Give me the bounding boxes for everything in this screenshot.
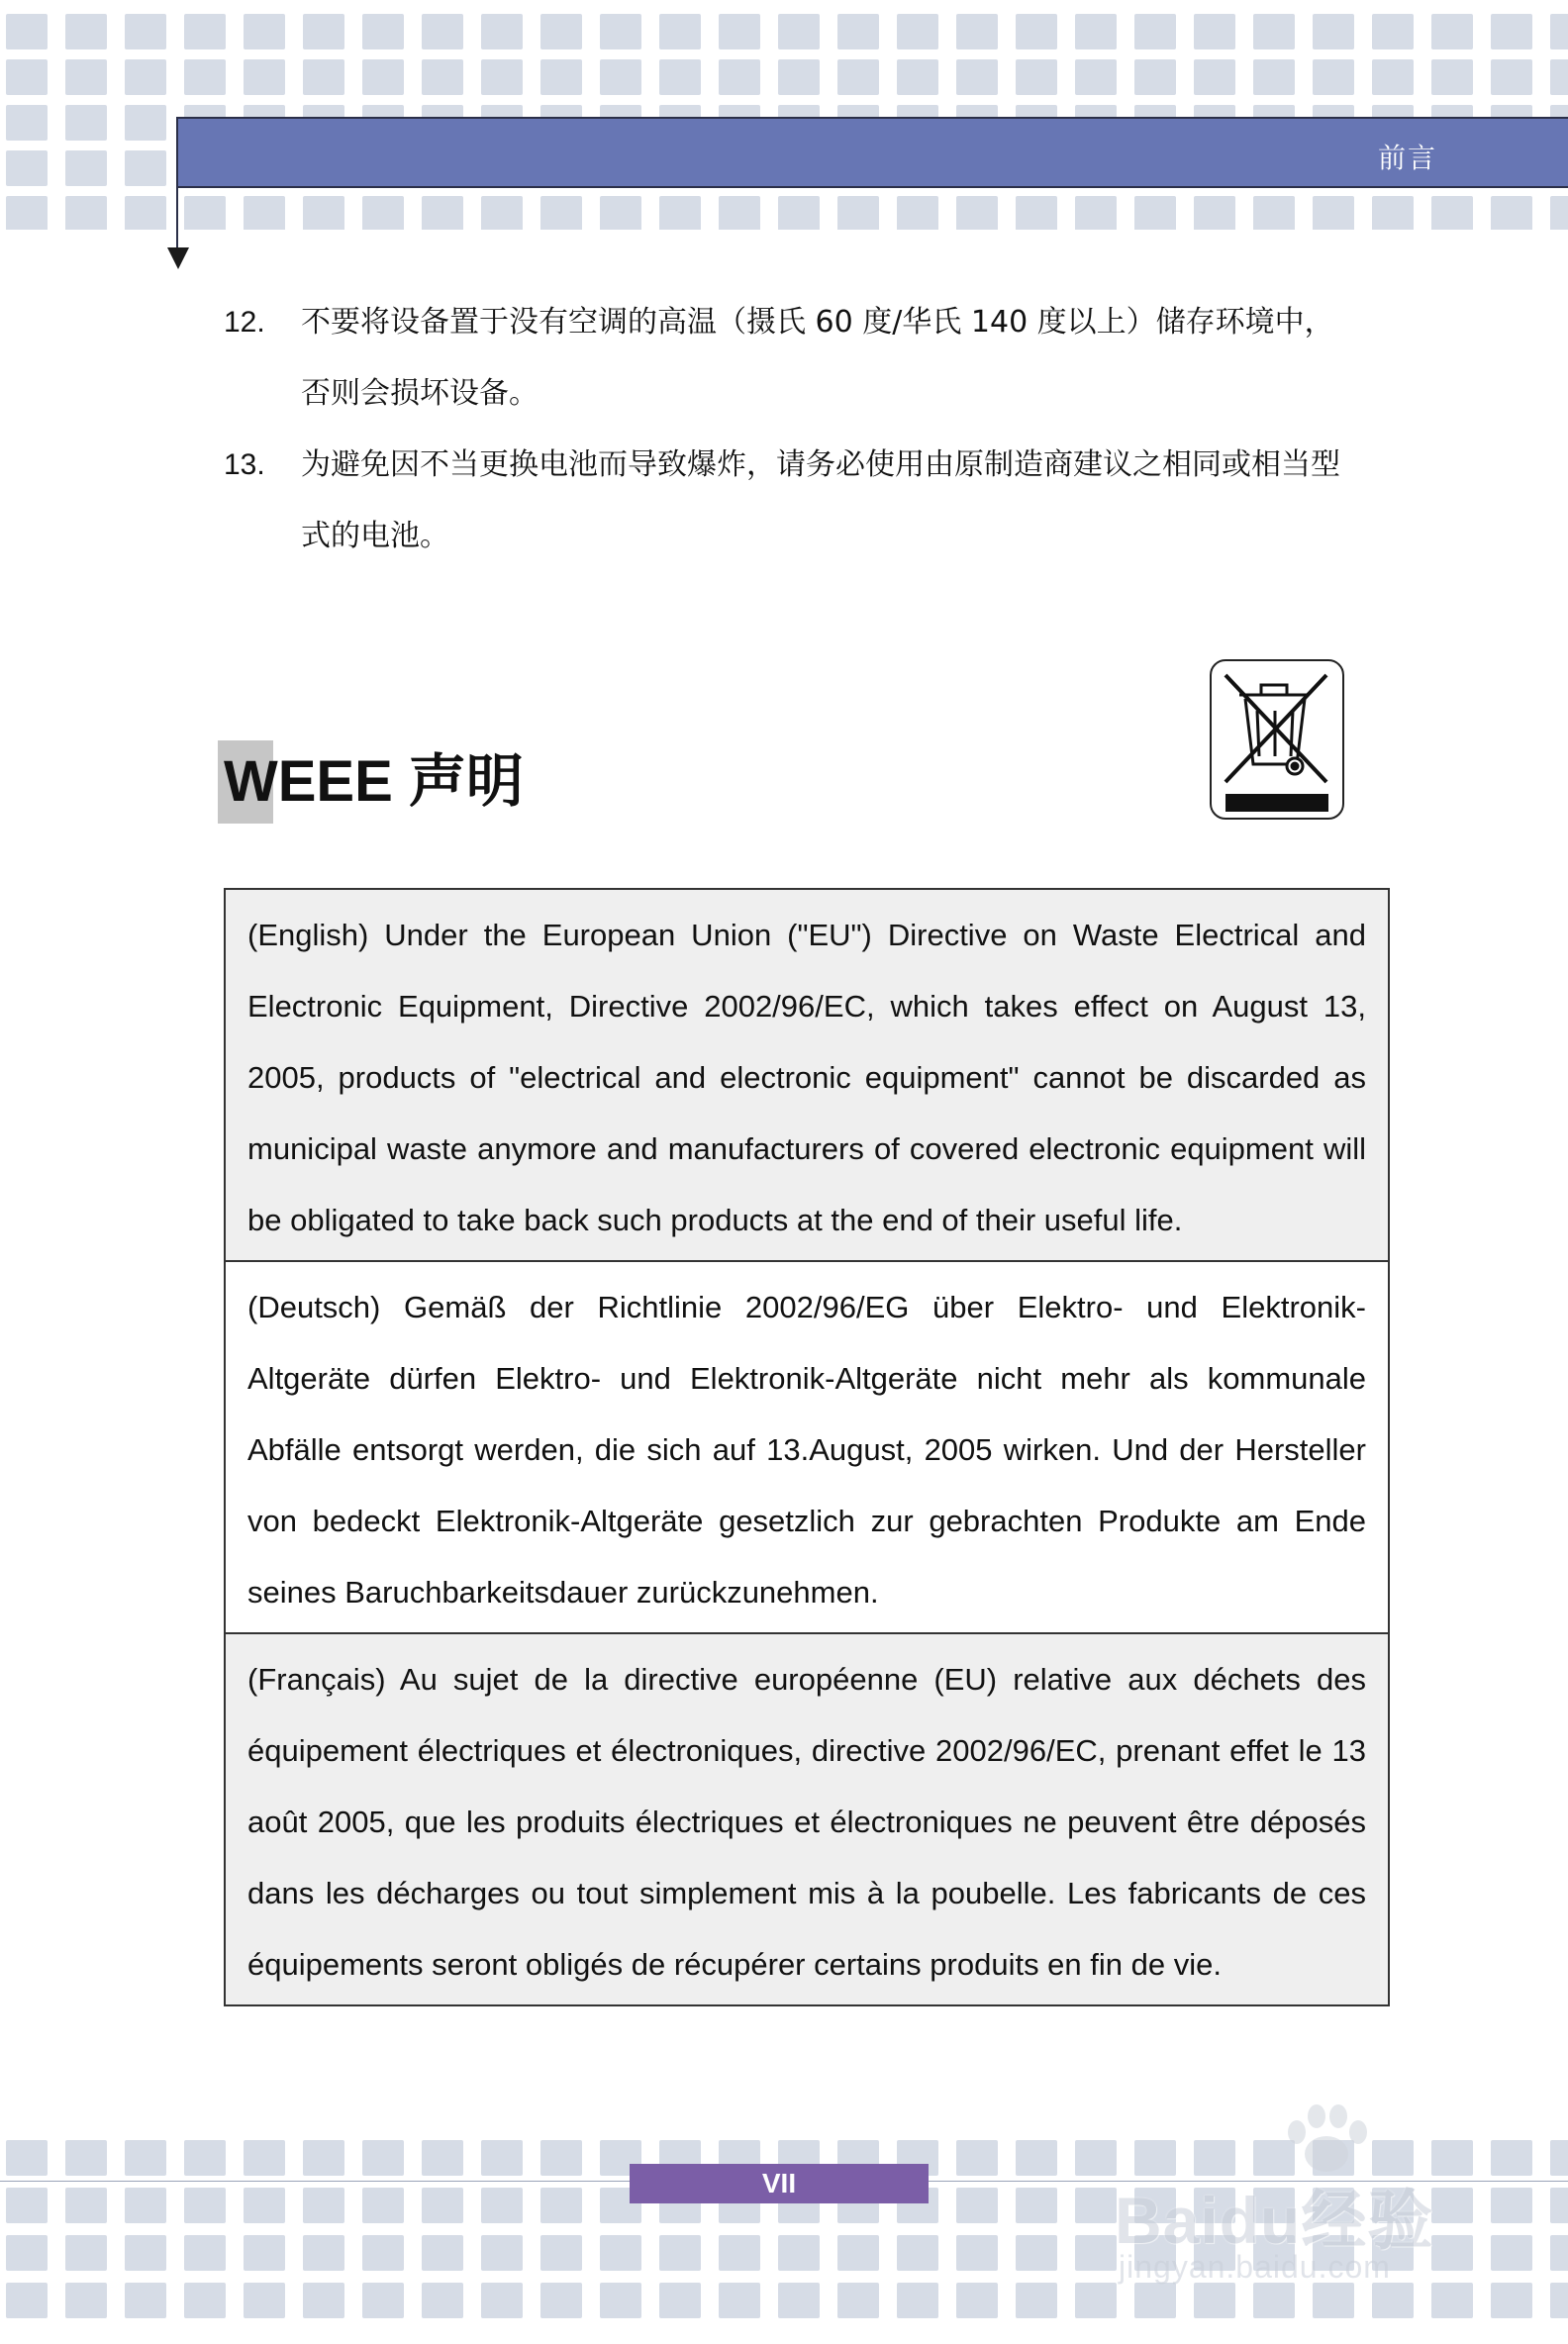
tile xyxy=(778,59,820,95)
tile xyxy=(956,2283,998,2318)
list-item-text: 不要将设备置于没有空调的高温（摄氏 60 度/华氏 140 度以上）储存环境中，否则会损坏设备。 xyxy=(301,305,1334,411)
tile xyxy=(719,14,760,49)
tile xyxy=(897,2283,938,2318)
tile xyxy=(184,2188,226,2223)
tile xyxy=(362,196,404,230)
tile xyxy=(125,2188,166,2223)
list-item-number: 13. xyxy=(224,448,265,481)
tile xyxy=(481,2188,523,2223)
watermark-brand: Baidu经验 xyxy=(1115,2184,1434,2257)
tile xyxy=(540,14,582,49)
tile xyxy=(184,196,226,230)
watermark xyxy=(1109,2099,1505,2296)
tile xyxy=(719,59,760,95)
header-arrow-line xyxy=(176,184,178,251)
tile xyxy=(1372,196,1414,230)
tile xyxy=(125,2235,166,2271)
tile xyxy=(1491,196,1532,230)
tile xyxy=(540,196,582,230)
tile xyxy=(244,2283,285,2318)
tile xyxy=(897,2235,938,2271)
tile xyxy=(481,196,523,230)
tile xyxy=(6,14,48,49)
tile xyxy=(303,196,344,230)
tile xyxy=(244,2235,285,2271)
tile xyxy=(778,2283,820,2318)
tile xyxy=(659,14,701,49)
tile xyxy=(1194,14,1235,49)
tile xyxy=(956,59,998,95)
tile xyxy=(540,2188,582,2223)
header-title: 前言 xyxy=(1377,142,1437,174)
header-bar xyxy=(176,117,1568,188)
tile xyxy=(600,59,641,95)
tile xyxy=(897,59,938,95)
tile xyxy=(1075,59,1117,95)
tile xyxy=(65,14,107,49)
tile xyxy=(125,59,166,95)
tile xyxy=(1253,196,1295,230)
tile xyxy=(422,2140,463,2176)
tile xyxy=(1372,14,1414,49)
list-item xyxy=(224,430,1362,572)
tile xyxy=(125,2283,166,2318)
tile xyxy=(184,14,226,49)
tile xyxy=(1194,59,1235,95)
tile xyxy=(719,196,760,230)
top-tile-pattern xyxy=(0,0,1568,230)
section-title: WEEE 声明 xyxy=(224,749,524,814)
tile xyxy=(1016,59,1057,95)
tile xyxy=(956,14,998,49)
tile xyxy=(303,2235,344,2271)
tile xyxy=(1431,196,1473,230)
tile xyxy=(1491,14,1532,49)
tile xyxy=(303,2283,344,2318)
tile xyxy=(659,59,701,95)
tile xyxy=(184,2283,226,2318)
tile xyxy=(65,2140,107,2176)
tile xyxy=(125,105,166,141)
list-item-number: 12. xyxy=(224,306,265,339)
tile xyxy=(362,2140,404,2176)
tile xyxy=(362,2235,404,2271)
tile xyxy=(837,14,879,49)
tile xyxy=(837,2235,879,2271)
tile xyxy=(778,2235,820,2271)
tile xyxy=(481,2235,523,2271)
tile xyxy=(422,59,463,95)
statement-francais: (Français) Au sujet de la directive européenne (EU) relative aux déchets des équipement électriques et électroniques, directive 2002/96/EC, prenant effet le 13 août 2005, que les produits électriques et électroniques ne peuvent être déposés dans les décharges ou tout simplement mis à la poubelle. Les fabricants de ces équipements seront obligés de récupérer certains produits en fin de vie. xyxy=(224,1634,1390,2006)
tile xyxy=(6,150,48,186)
tile xyxy=(244,196,285,230)
tile xyxy=(303,2140,344,2176)
tile xyxy=(1134,14,1176,49)
tile xyxy=(956,2235,998,2271)
tile xyxy=(1134,196,1176,230)
tile xyxy=(125,150,166,186)
tile xyxy=(65,2188,107,2223)
tile xyxy=(837,59,879,95)
tile xyxy=(481,59,523,95)
tile xyxy=(481,2283,523,2318)
list-item-text: 为避免因不当更换电池而导致爆炸，请务必使用由原制造商建议之相同或相当型式的电池。 xyxy=(301,447,1340,553)
tile xyxy=(65,2235,107,2271)
tile xyxy=(1550,2188,1568,2223)
tile xyxy=(6,2235,48,2271)
tile xyxy=(1550,196,1568,230)
statement-deutsch: (Deutsch) Gemäß der Richtlinie 2002/96/EG über Elektro- und Elektronik-Altgeräte dürfen Elektro- und Elektronik-Altgeräte nicht mehr als kommunale Abfälle entsorgt werden, die sich auf 13.August, 2005 wirken. Und der Hersteller von bedeckt Elektronik-Altgeräte gesetzlich zur gebrachten Produkte am Ende seines Baruchbarkeitsdauer zurückzunehmen. xyxy=(224,1262,1390,1634)
list-item xyxy=(224,287,1362,430)
tile xyxy=(422,14,463,49)
tile xyxy=(65,196,107,230)
section-title-block xyxy=(218,740,524,824)
tile xyxy=(303,59,344,95)
tile xyxy=(540,2235,582,2271)
page-number: VII xyxy=(630,2164,929,2203)
tile xyxy=(600,2283,641,2318)
tile xyxy=(65,150,107,186)
tile xyxy=(956,2140,998,2176)
tile xyxy=(897,196,938,230)
tile xyxy=(659,2283,701,2318)
tile xyxy=(125,196,166,230)
tile xyxy=(422,2235,463,2271)
tile xyxy=(1016,2188,1057,2223)
tile xyxy=(6,196,48,230)
tile xyxy=(6,59,48,95)
tile xyxy=(719,2283,760,2318)
tile xyxy=(540,2283,582,2318)
tile xyxy=(125,14,166,49)
tile xyxy=(1016,196,1057,230)
tile xyxy=(184,59,226,95)
tile xyxy=(6,105,48,141)
tile xyxy=(362,14,404,49)
tile xyxy=(1372,59,1414,95)
tile xyxy=(362,2188,404,2223)
weee-statements-table xyxy=(224,888,1390,2006)
tile xyxy=(1134,59,1176,95)
tile xyxy=(422,196,463,230)
tile xyxy=(1550,14,1568,49)
watermark-url: jingyan.baidu.com xyxy=(1119,2249,1391,2285)
tile xyxy=(184,2140,226,2176)
tile xyxy=(303,14,344,49)
tile xyxy=(244,14,285,49)
tile xyxy=(600,14,641,49)
tile xyxy=(1075,196,1117,230)
tile xyxy=(184,2235,226,2271)
tile xyxy=(1431,14,1473,49)
tile xyxy=(540,2140,582,2176)
tile xyxy=(481,2140,523,2176)
tile xyxy=(600,196,641,230)
tile xyxy=(1313,59,1354,95)
tile xyxy=(956,196,998,230)
tile xyxy=(422,2188,463,2223)
tile xyxy=(244,2140,285,2176)
tile xyxy=(1253,59,1295,95)
tile xyxy=(1016,14,1057,49)
tile xyxy=(1313,14,1354,49)
tile xyxy=(65,59,107,95)
tile xyxy=(600,2235,641,2271)
tile xyxy=(125,2140,166,2176)
tile xyxy=(956,2188,998,2223)
tile xyxy=(1431,59,1473,95)
tile xyxy=(1075,14,1117,49)
tile xyxy=(1016,2140,1057,2176)
tile xyxy=(362,2283,404,2318)
tile xyxy=(897,14,938,49)
tile xyxy=(659,2235,701,2271)
tile xyxy=(1016,2283,1057,2318)
tile xyxy=(481,14,523,49)
tile xyxy=(6,2188,48,2223)
tile xyxy=(778,196,820,230)
tile xyxy=(837,2283,879,2318)
tile xyxy=(244,59,285,95)
crossed-out-wheelie-bin-icon xyxy=(1210,659,1344,820)
tile xyxy=(6,2140,48,2176)
tile xyxy=(303,2188,344,2223)
tile xyxy=(1550,2283,1568,2318)
notes-list xyxy=(224,287,1362,572)
tile xyxy=(540,59,582,95)
tile xyxy=(362,59,404,95)
down-arrow-icon xyxy=(167,247,189,269)
tile xyxy=(1253,14,1295,49)
tile xyxy=(65,2283,107,2318)
tile xyxy=(244,2188,285,2223)
tile xyxy=(1491,59,1532,95)
tile xyxy=(1016,2235,1057,2271)
tile xyxy=(1194,196,1235,230)
tile xyxy=(65,105,107,141)
tile xyxy=(1550,2235,1568,2271)
statement-english: (English) Under the European Union ("EU") Directive on Waste Electrical and Electronic Equipment, Directive 2002/96/EC, which takes effect on August 13, 2005, products of "electrical and electronic equipment" cannot be discarded as municipal waste anymore and manufacturers of covered electronic equipment will be obligated to take back such products at the end of their useful life. xyxy=(224,888,1390,1262)
tile xyxy=(6,2283,48,2318)
tile xyxy=(778,14,820,49)
tile xyxy=(422,2283,463,2318)
tile xyxy=(659,196,701,230)
tile xyxy=(837,196,879,230)
tile xyxy=(1550,59,1568,95)
tile xyxy=(719,2235,760,2271)
tile xyxy=(1550,2140,1568,2176)
tile xyxy=(1313,196,1354,230)
paw-logo-icon xyxy=(1267,2099,1386,2178)
